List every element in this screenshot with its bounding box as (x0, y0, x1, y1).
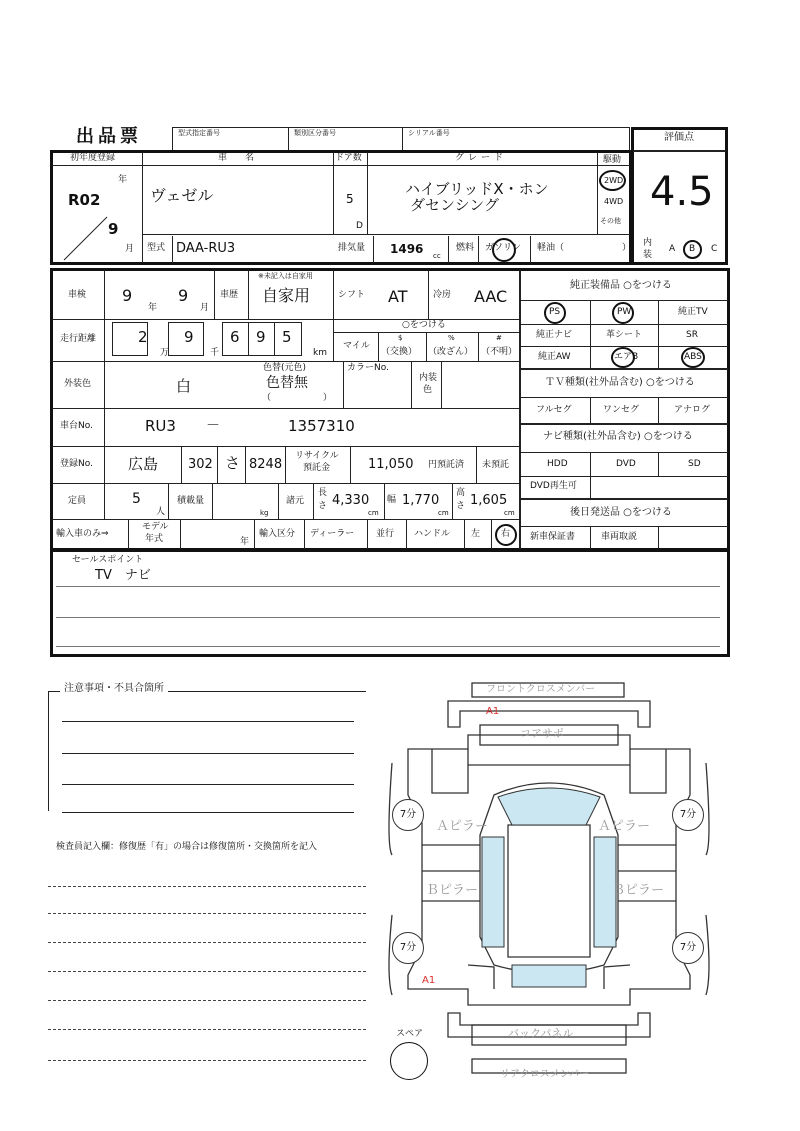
capacity-value: 5 (132, 491, 141, 507)
interior-label-1: 内 (643, 238, 653, 248)
inspection-month-unit: 月 (200, 303, 210, 313)
ac-value: AAC (474, 287, 508, 306)
import-label: 輸入車のみ⇒ (56, 529, 109, 539)
front-cross-label: フロントクロスメンバー (486, 684, 596, 695)
car-name-label: 車 名 (218, 153, 255, 163)
height-value: 1,605 (470, 493, 508, 508)
interior-color-label-1: 内装 (419, 373, 438, 383)
id-number-row (172, 127, 630, 151)
navi-dvd: DVD (616, 459, 636, 469)
model-designation-label: 型式指定番号 (178, 129, 220, 137)
month-unit: 月 (125, 244, 135, 254)
capacity-unit: 人 (156, 507, 166, 517)
handle-left: 左 (471, 529, 481, 539)
unknown-label: （不明） (481, 347, 518, 357)
capacity-label: 定員 (68, 496, 87, 506)
diesel-close: ） (622, 243, 632, 253)
model-value: DAA-RU3 (176, 241, 236, 256)
handle-right-circle (495, 524, 517, 546)
drive-other: その他 (600, 217, 621, 225)
grade-label: グレード (455, 153, 508, 163)
displacement-unit: cc (433, 252, 441, 260)
core-support-label: コアサポ (520, 727, 564, 740)
interior-c: C (711, 244, 718, 254)
length-label-2: さ (318, 501, 328, 511)
mileage-sen-unit: 千 (210, 348, 220, 358)
mile-label: マイル (343, 341, 370, 351)
page-title: 出品票 (76, 126, 142, 147)
rear-cross-label: リアクロスメンバー (500, 1069, 589, 1080)
inspection-year-unit: 年 (148, 303, 158, 313)
year-unit: 年 (118, 175, 128, 185)
doors-unit: D (356, 221, 363, 231)
spare-label: スペア (396, 1029, 424, 1039)
sales-point-label: セールスポイント (72, 555, 144, 565)
recycle-label-2: 預託金 (303, 463, 331, 473)
model-label: 型式 (147, 243, 166, 253)
first-reg-year: R02 (68, 191, 101, 209)
load-unit: kg (260, 509, 269, 517)
equip-pw-circle (612, 302, 634, 324)
parallel-label: 並行 (376, 529, 395, 539)
equip-navi: 純正ナビ (536, 330, 573, 340)
registration-kana: さ (225, 454, 241, 472)
doors-value: 5 (346, 192, 354, 206)
dealer-label: ディーラー (310, 529, 355, 539)
height-label-1: 高 (456, 488, 466, 498)
b-pillar-right-label: Ｂピラー (612, 883, 665, 898)
shift-label: シフト (338, 290, 366, 300)
back-panel-label: バックパネル (508, 1027, 574, 1040)
diesel-label: 軽油（ (537, 243, 565, 253)
tire-rear-right: 7分 (672, 932, 704, 964)
exterior-value: 白 (176, 377, 192, 395)
rear-damage-mark: A1 (422, 975, 436, 986)
tv-analog: アナログ (674, 405, 711, 415)
import-type-label: 輸入区分 (259, 529, 296, 539)
doors-label: ドア数 (335, 153, 362, 163)
exterior-label: 外装色 (64, 379, 92, 389)
repaint-paren-close: ） (323, 393, 333, 403)
specs-label: 諸元 (286, 496, 305, 506)
repaint-label: 色替(元色) (263, 363, 307, 373)
tire-front-left: 7分 (392, 799, 424, 831)
equip-sr: SR (686, 330, 698, 340)
odometer-mark-note: ○をつける (402, 320, 446, 330)
recycle-unit: 円預託済 (428, 460, 465, 470)
mileage-digit-4: 9 (256, 328, 266, 346)
caution-box (48, 691, 366, 811)
mileage-man-unit: 万 (160, 348, 170, 358)
mileage-label: 走行距離 (60, 334, 97, 344)
mileage-digit-5: 5 (282, 328, 292, 346)
handle-right: 右 (501, 529, 511, 539)
inspector-label: 検査員記入欄：修復歴「有」の場合は修復箇所・交換箇所を記入 (56, 842, 318, 852)
model-year-label-2: 年式 (145, 534, 164, 544)
chassis-dash: － (206, 418, 220, 434)
equip-abs-circle (681, 347, 705, 368)
fuel-circle (492, 238, 516, 262)
equip-airbag: エアB (614, 352, 639, 362)
equip-aw: 純正AW (538, 352, 571, 362)
displacement-label: 排気量 (338, 243, 366, 253)
equip-tv: 純正TV (678, 307, 708, 317)
handle-label: ハンドル (414, 529, 451, 539)
a-pillar-right-label: Ａピラー (598, 819, 651, 834)
registration-label: 登録No. (60, 459, 93, 469)
interior-b-circle (683, 240, 702, 259)
altered-label: （改ざん） (428, 347, 474, 357)
length-label-1: 長 (318, 488, 328, 498)
front-damage-mark: A1 (486, 706, 500, 717)
equipment-title: 純正装備品 ○をつける (570, 280, 672, 291)
interior-label-2: 装 (643, 250, 653, 260)
ac-label: 冷房 (433, 290, 452, 300)
width-label: 幅 (387, 495, 397, 505)
displacement-value: 1496 (390, 242, 424, 256)
navi-dvd-play: DVD再生可 (530, 481, 577, 491)
grade-line-2: ダセンシング (410, 196, 499, 214)
navi-title: ナビ種類(社外品含む) ○をつける (543, 431, 693, 442)
inspection-label: 車検 (68, 290, 87, 300)
later-title: 後日発送品 ○をつける (570, 507, 672, 518)
exchange-sym: $ (398, 334, 403, 342)
history-note: ※未記入は自家用 (258, 272, 313, 280)
model-year-unit: 年 (240, 537, 250, 547)
sales-point-box (50, 549, 730, 657)
length-value: 4,330 (332, 493, 370, 508)
recycle-amount: 11,050 (368, 457, 414, 472)
inspection-year: 9 (122, 286, 133, 305)
altered-sym: % (448, 334, 455, 342)
length-unit: cm (368, 509, 379, 517)
sales-point-text: TV ナビ (95, 568, 151, 583)
equip-pw: PW (617, 307, 632, 317)
later-warranty: 新車保証書 (530, 532, 576, 542)
tv-fullseg: フルセグ (536, 405, 572, 415)
drive-4wd: 4WD (604, 197, 624, 206)
serial-label: シリアル番号 (408, 129, 450, 137)
score-value: 4.5 (650, 169, 714, 215)
history-value: 自家用 (262, 286, 311, 305)
inspection-month: 9 (178, 286, 189, 305)
interior-a: A (669, 244, 676, 254)
interior-color-label-2: 色 (423, 385, 433, 395)
mileage-digit-2: 9 (184, 328, 194, 346)
tire-rear-left: 7分 (392, 932, 424, 964)
first-reg-month: 9 (108, 220, 119, 238)
drive-2wd: 2WD (604, 176, 624, 185)
a-pillar-left-label: Ａピラー (436, 819, 489, 834)
height-label-2: さ (456, 501, 466, 511)
b-pillar-left-label: Ｂピラー (426, 883, 479, 898)
height-unit: cm (504, 509, 515, 517)
equip-leather: 革シート (606, 330, 643, 340)
tv-oneseg: ワンセグ (603, 405, 640, 415)
mileage-digit-1: 2 (138, 328, 148, 346)
first-reg-label: 初年度登録 (70, 153, 116, 163)
score-label: 評価点 (664, 132, 694, 143)
registration-number: 8248 (249, 457, 283, 472)
category-label: 類別区分番号 (294, 129, 336, 137)
equip-ps: PS (549, 307, 561, 317)
load-label: 積載量 (177, 496, 205, 506)
exchange-label: （交換） (381, 347, 418, 357)
first-reg-slash (52, 205, 142, 263)
navi-sd: SD (688, 459, 701, 469)
equip-airbag-circle (611, 347, 635, 368)
tv-title: ＴＶ種類(社外品含む) ○をつける (545, 377, 695, 388)
shift-value: AT (388, 287, 408, 306)
chassis-number: 1357310 (288, 417, 355, 435)
spare-tire-circle (390, 1042, 428, 1080)
repaint-value: 色替無 (266, 375, 308, 391)
registration-area: 広島 (128, 455, 159, 473)
width-unit: cm (438, 509, 449, 517)
chassis-label: 車台No. (60, 421, 93, 431)
chassis-prefix: RU3 (145, 417, 176, 435)
history-label: 車歴 (220, 290, 239, 300)
width-value: 1,770 (402, 493, 440, 508)
drive-2wd-circle (599, 170, 626, 191)
model-year-label-1: モデル (142, 522, 169, 532)
equip-ps-circle (544, 302, 566, 324)
interior-b: B (689, 244, 696, 254)
fuel-value: ガソリン (485, 243, 522, 253)
recycle-unpaid: 未預託 (482, 460, 510, 470)
fuel-label: 燃料 (456, 243, 475, 253)
later-manual: 車両取説 (601, 532, 638, 542)
registration-class: 302 (188, 457, 213, 472)
navi-hdd: HDD (547, 459, 568, 469)
drive-label: 駆動 (603, 155, 622, 165)
unknown-sym: # (496, 334, 502, 342)
mileage-digit-3: 6 (230, 328, 240, 346)
grade-line-1: ハイブリッドX・ホン (405, 180, 549, 198)
car-name: ヴェゼル (150, 186, 214, 205)
recycle-label-1: リサイクル (295, 451, 339, 461)
tire-front-right: 7分 (672, 799, 704, 831)
caution-label: 注意事項・不具合箇所 (60, 684, 168, 694)
color-no-label: カラーNo. (347, 363, 389, 373)
mileage-km-unit: km (313, 348, 327, 358)
equip-abs: ABS (684, 352, 702, 362)
repaint-paren-open: （ (262, 393, 272, 403)
